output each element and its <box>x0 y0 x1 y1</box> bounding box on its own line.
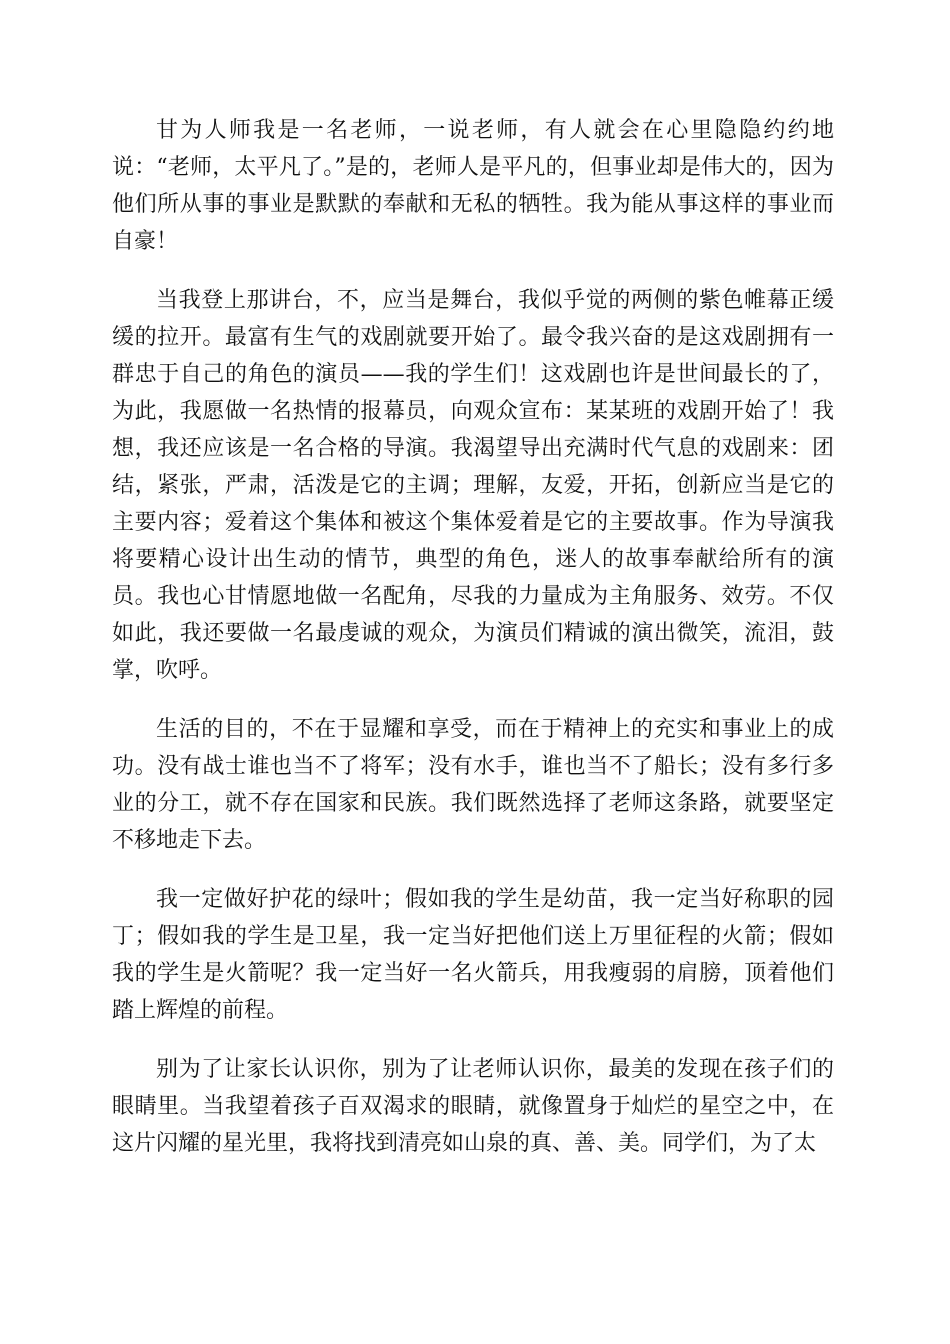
document-body <box>112 112 834 1184</box>
paragraph-1: 甘为人师我是一名老师，一说老师，有人就会在心里隐隐约约地说：“老师，太平凡了。”是的，老师人是平凡的，但事业却是伟大的，因为他们所从事的事业是默默的奉献和无私的牺牲。我为能从事这样的事业而自豪！ <box>112 118 834 254</box>
paragraph-2: 当我登上那讲台，不，应当是舞台，我似乎觉的两侧的紫色帷幕正缓缓的拉开。最富有生气的戏剧就要开始了。最令我兴奋的是这戏剧拥有一群忠于自己的角色的演员——我的学生们！这戏剧也许是世间最长的了，为此，我愿做一名热情的报幕员，向观众宣布：某某班的戏剧开始了！我想，我还应该是一名合格的导演。我渴望导出充满时代气息的戏剧来：团结，紧张，严肃，活泼是它的主调；理解，友爱，开拓，创新应当是它的主要内容；爱着这个集体和被这个集体爱着是它的主要故事。作为导演我将要精心设计出生动的情节，典型的角色，迷人的故事奉献给所有的演员。我也心甘情愿地做一名配角，尽我的力量成为主角服务、效劳。不仅如此，我还要做一名最虔诚的观众，为演员们精诚的演出微笑，流泪，鼓掌，吹呼。 <box>112 288 834 683</box>
paragraph-5: 别为了让家长认识你，别为了让老师认识你，最美的发现在孩子们的眼睛里。当我望着孩子百双渴求的眼睛，就像置身于灿烂的星空之中，在这片闪耀的星光里，我将找到清亮如山泉的真、善、美。同学们，为了太 <box>112 1057 834 1156</box>
paragraph-4: 我一定做好护花的绿叶；假如我的学生是幼苗，我一定当好称职的园丁；假如我的学生是卫星，我一定当好把他们送上万里征程的火箭；假如我的学生是火箭呢？我一定当好一名火箭兵，用我瘦弱的肩膀，顶着他们踏上辉煌的前程。 <box>112 887 834 1023</box>
paragraph-3: 生活的目的，不在于显耀和享受，而在于精神上的充实和事业上的成功。没有战士谁也当不了将军；没有水手，谁也当不了船长；没有多行多业的分工，就不存在国家和民族。我们既然选择了老师这条路，就要坚定不移地走下去。 <box>112 717 834 853</box>
